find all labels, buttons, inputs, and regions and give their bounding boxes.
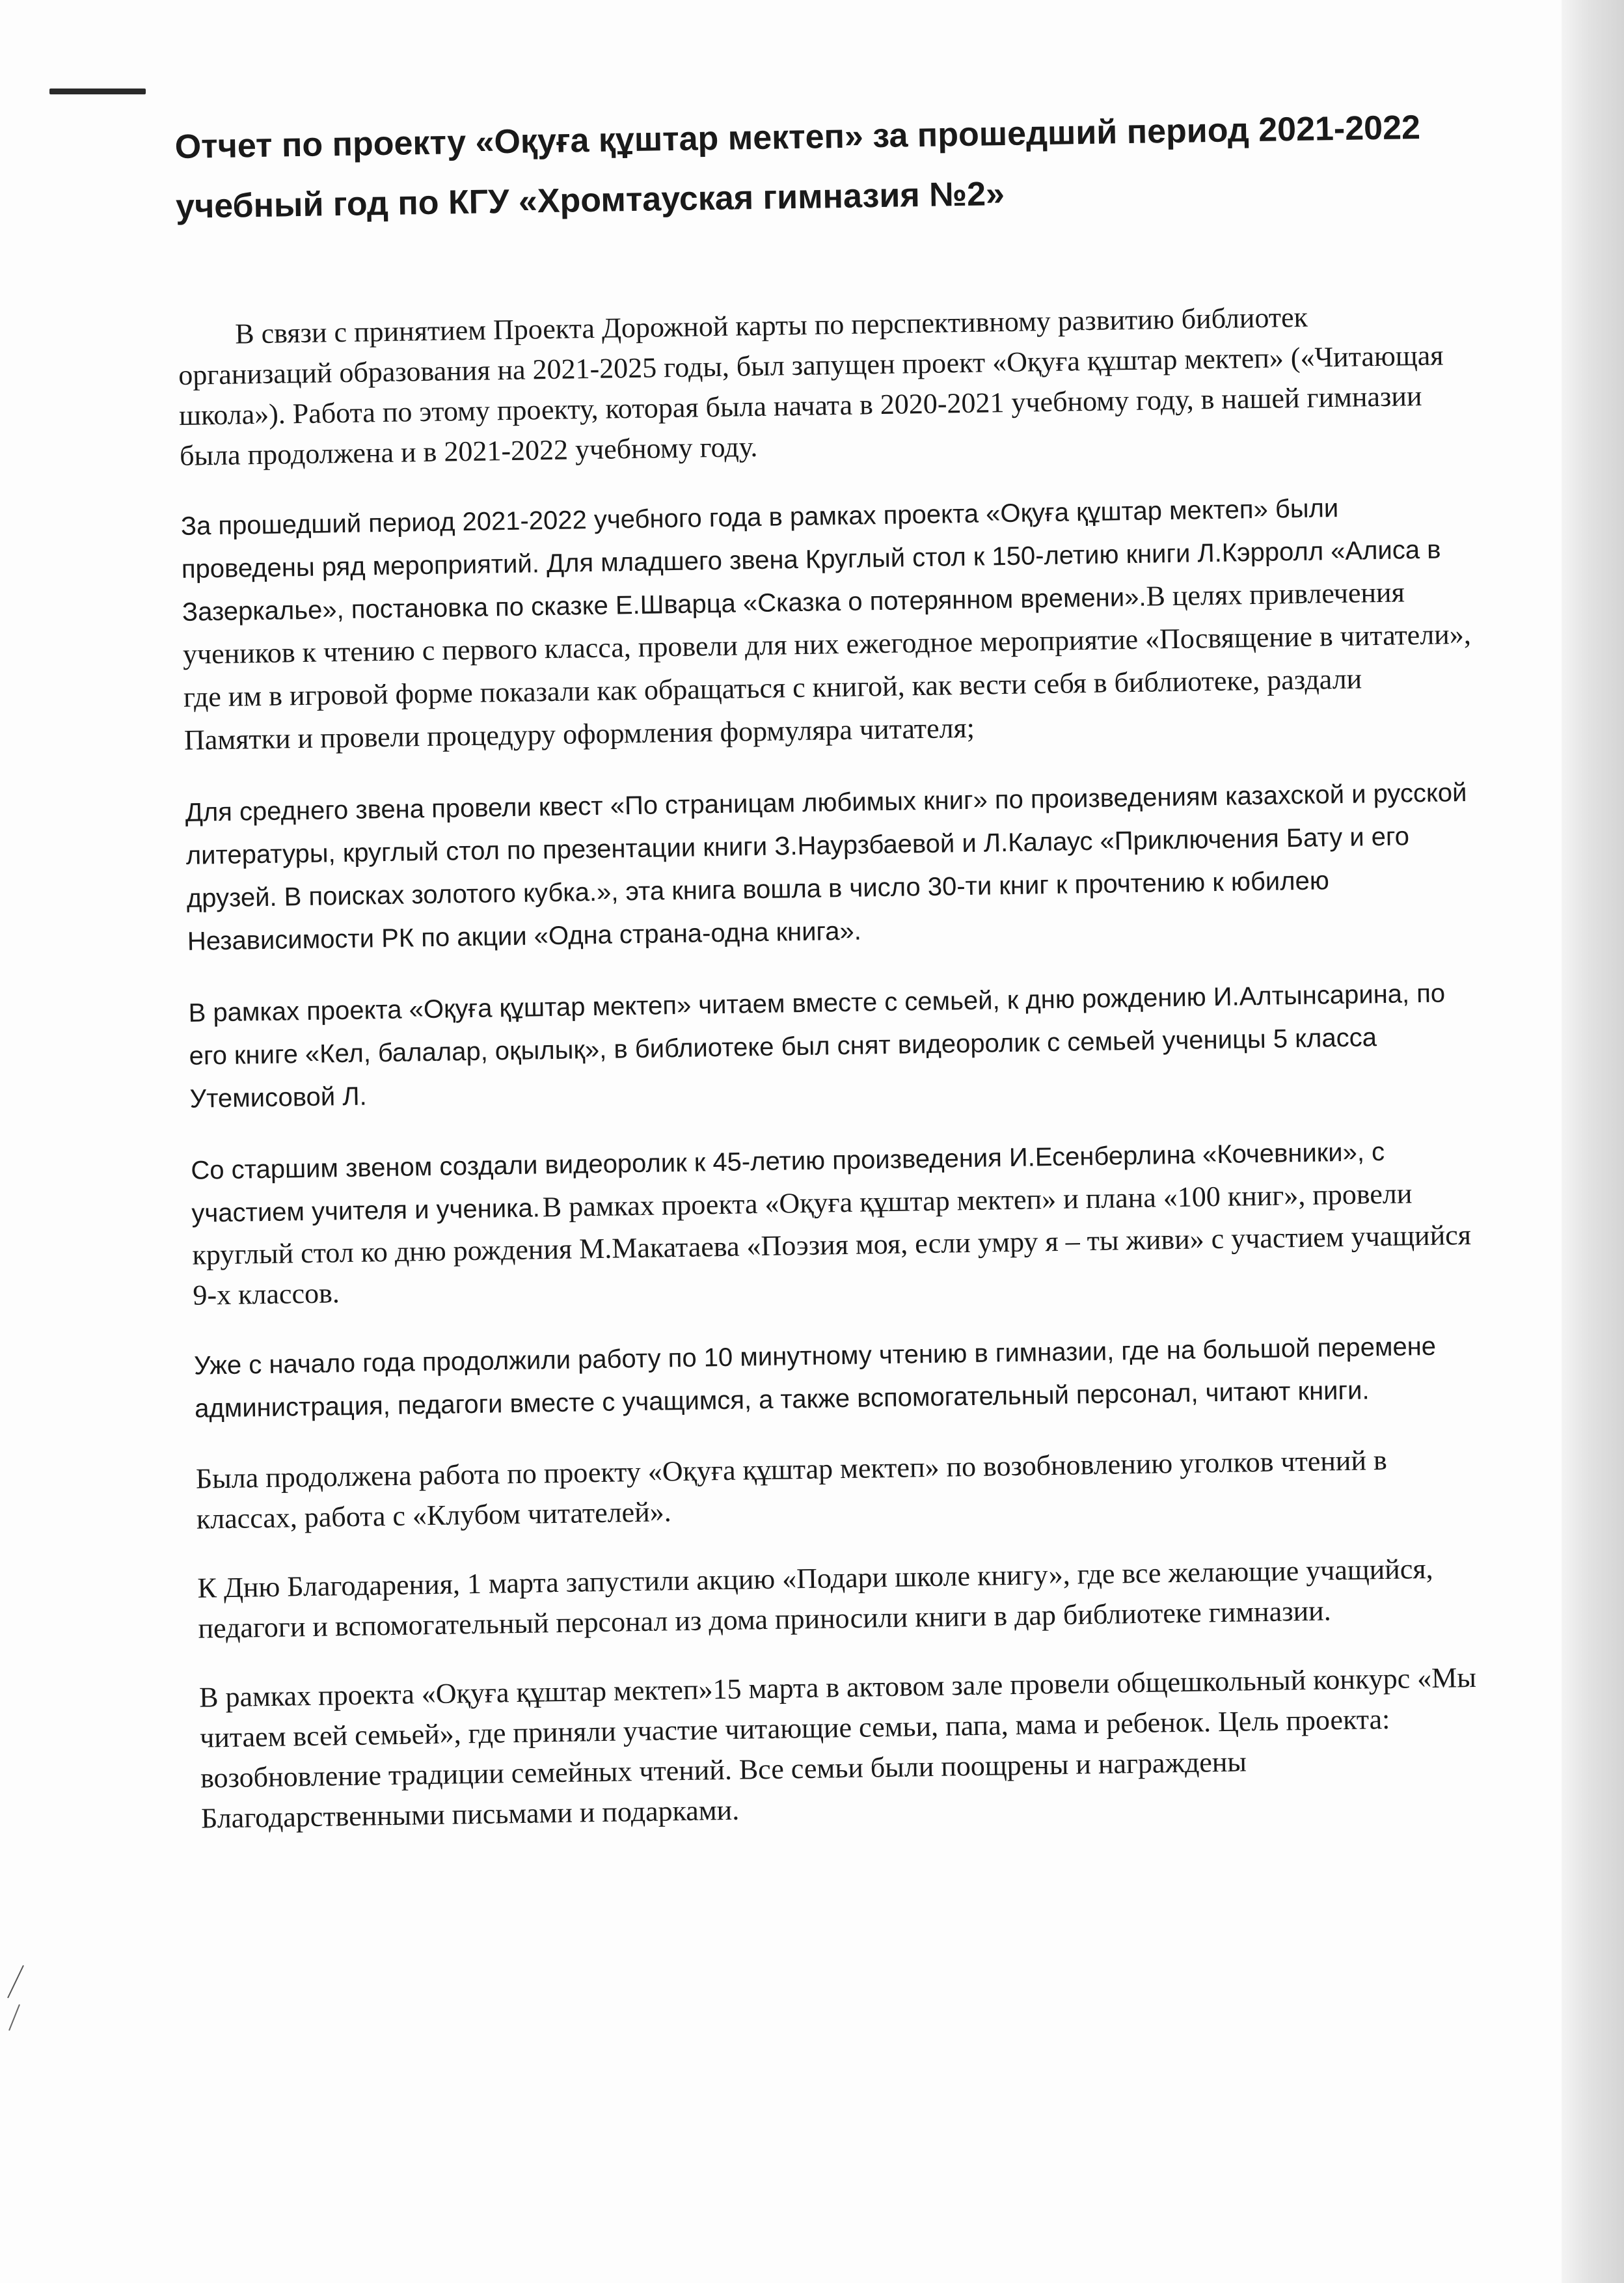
- paragraph-hundred-books: В рамках проекта «Оқуға құштар мектеп» и плана «100 книг», провели круглый стол ко дню рождения М.Макатаева «Поэзия моя, если умру я – ты живи» с участием учащийся 9-х классов.: [192, 1177, 1472, 1311]
- document-title: Отчет по проекту «Оқуға құштар мектеп» за прошедший период 2021-2022 учебный год по КГУ «Хромтауская гимназия №2»: [174, 108, 1421, 226]
- paragraph-junior-events-text: За прошедший период 2021-2022 учебного года в рамках проекта «Оқуға құштар мектеп» были проведены ряд мероприятий. Для младшего звена Круглый стол к 150-летию книги Л.Кэрролл «Алиса в Зазеркалье», постановка по сказке Е.Шварца «Сказка о потерянном времени».: [180, 493, 1441, 627]
- scan-edge-shadow: [1562, 0, 1624, 2283]
- paragraph-ten-minute-reading: Уже с начало года продолжили работу по 10 минутному чтению в гимназии, где на большой перемене администрация, педагоги вместе с учащимся, а также вспомогательный персонал, читают книги.: [193, 1332, 1437, 1423]
- scan-dash-mark: [49, 89, 146, 94]
- paragraph-family-reading: В рамках проекта «Оқуға құштар мектеп» читаем вместе с семьей, к дню рождению И.Алтынсарина, по его книге «Кел, балалар, оқылық», в библиотеке был снят видеоролик с семьей ученицы 5 класса Утемисовой Л.: [188, 979, 1446, 1114]
- paragraph-reader-dedication: В целях привлечения учеников к чтению с первого класса, провели для них ежегодное мероприятие «Посвящение в читатели», где им в игровой форме показали как обращаться с книгой, как вести себя в библиотеке, раздали Памятки и провели процедуру оформления формуляра читателя;: [182, 576, 1472, 756]
- paragraph-senior-level-text: Со старшим звеном создали видеоролик к 45-летию произведения И.Есенберлина «Кочевники», с участием учителя и ученика.: [191, 1137, 1385, 1228]
- paragraph-family-contest: В рамках проекта «Оқуға құштар мектеп»15 марта в актовом зале провели общешкольный конкурс «Мы читаем всей семьей», где приняли участие читающие семьи, папа, мама и ребенок. Цель проекта: возобновление традиции семейных чтений. Все семьи были поощрены и награждены Благодарственными письмами и подарками.: [198, 1661, 1477, 1835]
- paragraph-reading-corners: Была продолжена работа по проекту «Оқуға құштар мектеп» по возобновлению уголков чтений в классах, работа с «Клубом читателей».: [195, 1443, 1388, 1535]
- scan-margin-marks: [0, 1952, 39, 2044]
- paragraph-intro: В связи с принятием Проекта Дорожной карты по перспективному развитию библиотек организаций образования на 2021-2025 годы, был запущен проект «Оқуға құштар мектеп» («Читающая школа»). Работа по этому проекту, которая была начата в 2020-2021 учебному году, в нашей гимназии была продолжена и в 2021-2022 учебному году.: [178, 301, 1444, 472]
- document-body: [174, 97, 1490, 1868]
- paragraph-gift-a-book: К Дню Благодарения, 1 марта запустили акцию «Подари школе книгу», где все желающие учащийся, педагоги и вспомогательный персонал из дома приносили книги в дар библиотеке гимназии.: [197, 1552, 1433, 1645]
- paragraph-junior-events: [180, 485, 1472, 763]
- paragraph-senior-level: [191, 1129, 1482, 1316]
- paragraph-middle-level: Для среднего звена провели квест «По страницам любимых книг» по произведениям казахской и русской литературы, круглый стол по презентации книги З.Наурзбаевой и Л.Калаус «Приключения Бату и его друзей. В поисках золотого кубка.», эта книга вошла в число 30-ти книг к прочтению к юбилею Независимости РК по акции «Одна страна-одна книга».: [185, 778, 1467, 956]
